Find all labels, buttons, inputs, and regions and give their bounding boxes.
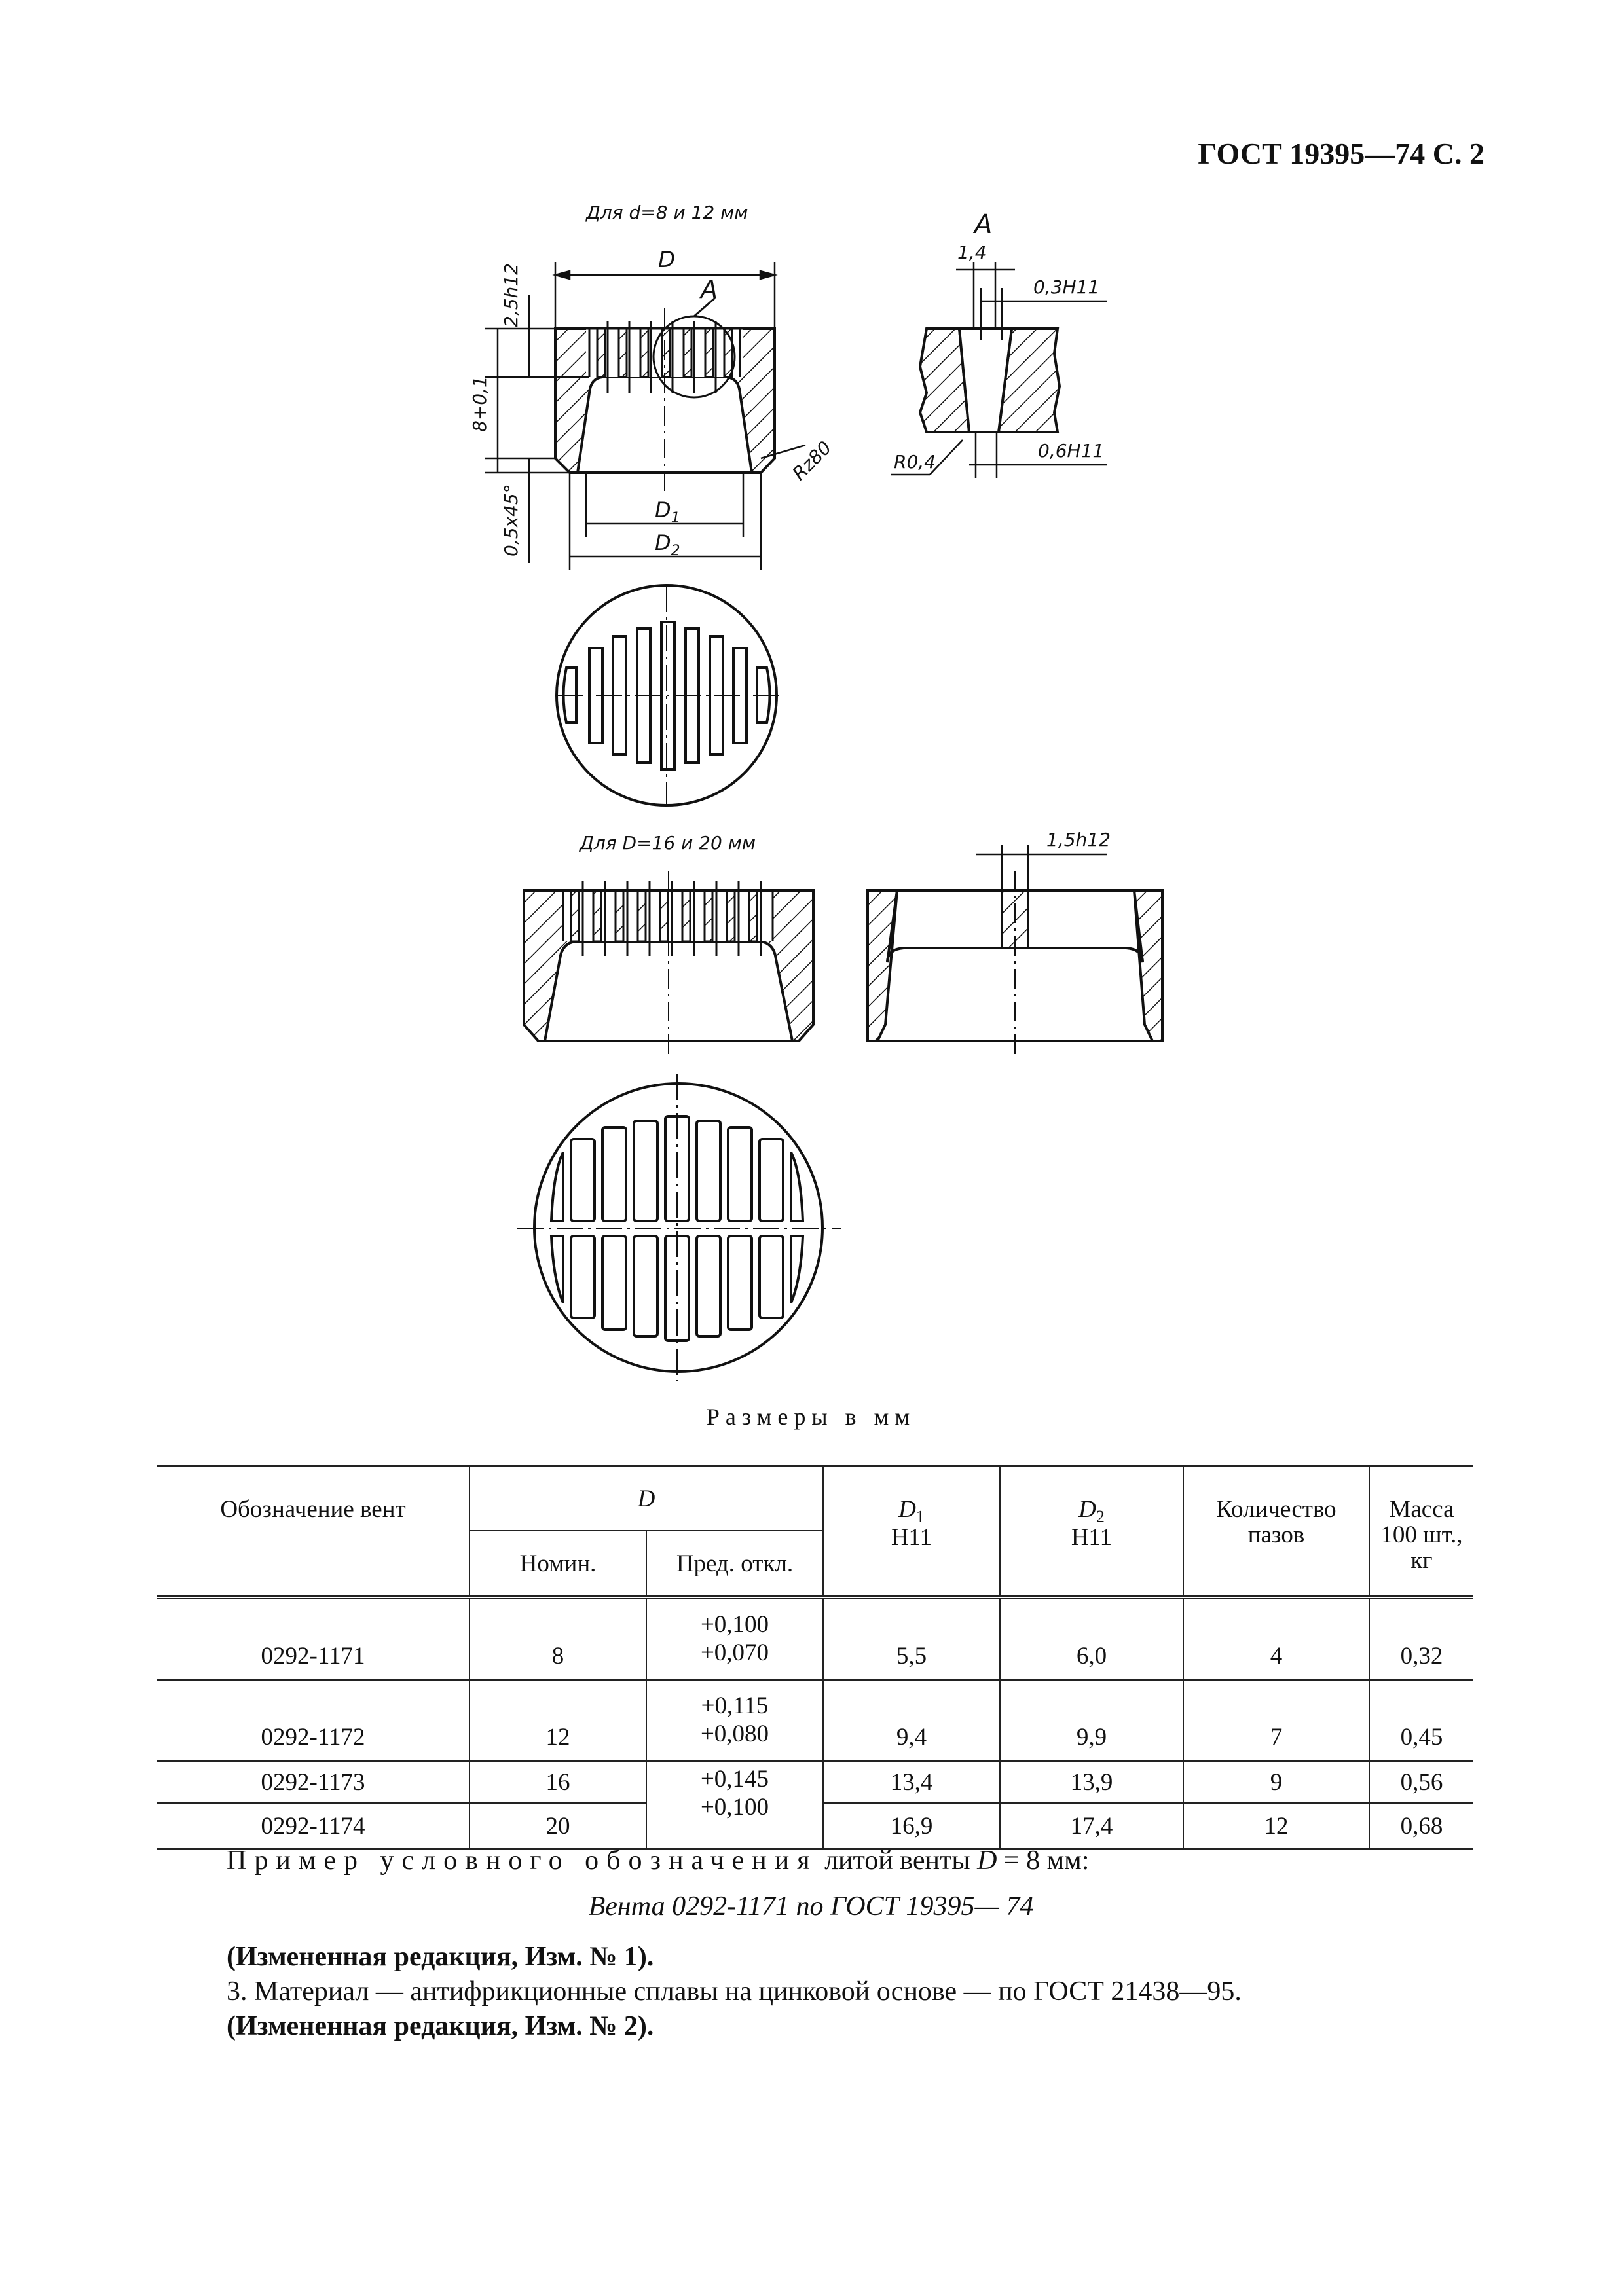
cell-designation: 0292-1172 [261, 1724, 365, 1751]
example-line: Пример условного обозначения литой венты D = 8 мм: [227, 1846, 1090, 1876]
detail-a-title: A [974, 210, 993, 240]
cell-mass: 0,45 [1369, 1680, 1473, 1761]
cell-nominal: 20 [470, 1803, 646, 1849]
cell-d1: 16,9 [823, 1803, 1000, 1849]
caption-small: Для d=8 и 12 мм [586, 202, 748, 223]
cell-deviation: +0,100 +0,070 [646, 1597, 823, 1680]
cell-designation: 0292-1174 [261, 1812, 365, 1840]
cell-d2: 17,4 [1000, 1803, 1183, 1849]
th-D: D [470, 1467, 823, 1531]
th-D1: $D_1$ H11 [823, 1467, 1000, 1598]
dim-2-5h12: 2,5h12 [500, 263, 522, 327]
cell-deviation: +0,145 +0,100 [646, 1761, 823, 1849]
th-deviation: Пред. откл. [646, 1531, 823, 1597]
caption-large: Для D=16 и 20 мм [580, 832, 756, 854]
cell-d1: 13,4 [823, 1761, 1000, 1803]
large-vent-plan [517, 1074, 841, 1381]
label-D2: $D_2$ [655, 530, 680, 559]
dim-0-6h11: 0,6H11 [1038, 440, 1105, 462]
cell-mass: 0,56 [1369, 1761, 1473, 1803]
cell-d1: 9,4 [823, 1680, 1000, 1761]
cell-slots: 7 [1183, 1680, 1369, 1761]
cell-designation: 0292-1173 [261, 1768, 365, 1796]
dimensions-table [157, 1465, 1473, 1850]
dim-0-3h11: 0,3H11 [1033, 276, 1100, 298]
large-vent-sections [524, 829, 1162, 1054]
cell-mass: 0,68 [1369, 1803, 1473, 1849]
material-clause: 3. Материал — антифрикционные сплавы на цинковой основе — по ГОСТ 21438—95. [227, 1977, 1242, 2007]
cell-d2: 6,0 [1000, 1597, 1183, 1680]
edit-note-2: (Измененная редакция, Изм. № 2). [227, 2011, 654, 2041]
cell-nominal: 8 [470, 1597, 646, 1680]
cell-d2: 13,9 [1000, 1761, 1183, 1803]
dim-8: 8+0,1 [469, 376, 490, 432]
cell-d1: 5,5 [823, 1597, 1000, 1680]
th-designation: Обозначение вент [157, 1467, 470, 1598]
cell-nominal: 16 [470, 1761, 646, 1803]
dim-chamfer: 0,5x45° [500, 484, 522, 556]
example-designation: Вента 0292-1171 по ГОСТ 19395— 74 [588, 1891, 1034, 1922]
cell-slots: 4 [1183, 1597, 1369, 1680]
dim-r0-4: R0,4 [894, 451, 936, 473]
label-D: D [658, 247, 676, 273]
page-header: ГОСТ 19395—74 С. 2 [1198, 137, 1484, 170]
cell-designation: 0292-1171 [261, 1643, 365, 1669]
cell-slots: 12 [1183, 1803, 1369, 1849]
cell-nominal: 12 [470, 1680, 646, 1761]
small-vent-section [469, 202, 836, 570]
small-vent-plan [557, 585, 779, 805]
cell-mass: 0,32 [1369, 1597, 1473, 1680]
th-nominal: Номин. [470, 1531, 646, 1597]
units-caption: Размеры в мм [706, 1404, 916, 1430]
detail-a [891, 210, 1107, 478]
roughness-mark: Rz80 [788, 437, 836, 484]
th-D2: $D_2$ H11 [1000, 1467, 1183, 1598]
th-slots: Количество пазов [1183, 1467, 1369, 1598]
label-A-callout: A [701, 275, 718, 304]
th-mass: Масса 100 шт., кг [1369, 1467, 1473, 1598]
table-row [157, 1680, 1473, 1761]
edit-note-1: (Измененная редакция, Изм. № 1). [227, 1942, 654, 1972]
label-D1: $D_1$ [655, 498, 680, 526]
cell-deviation: +0,115 +0,080 [646, 1680, 823, 1761]
dim-1-5h12: 1,5h12 [1046, 829, 1111, 850]
table-row [157, 1761, 1473, 1803]
table-row [157, 1597, 1473, 1680]
dim-1-4: 1,4 [957, 242, 987, 263]
cell-d2: 9,9 [1000, 1680, 1183, 1761]
cell-slots: 9 [1183, 1761, 1369, 1803]
